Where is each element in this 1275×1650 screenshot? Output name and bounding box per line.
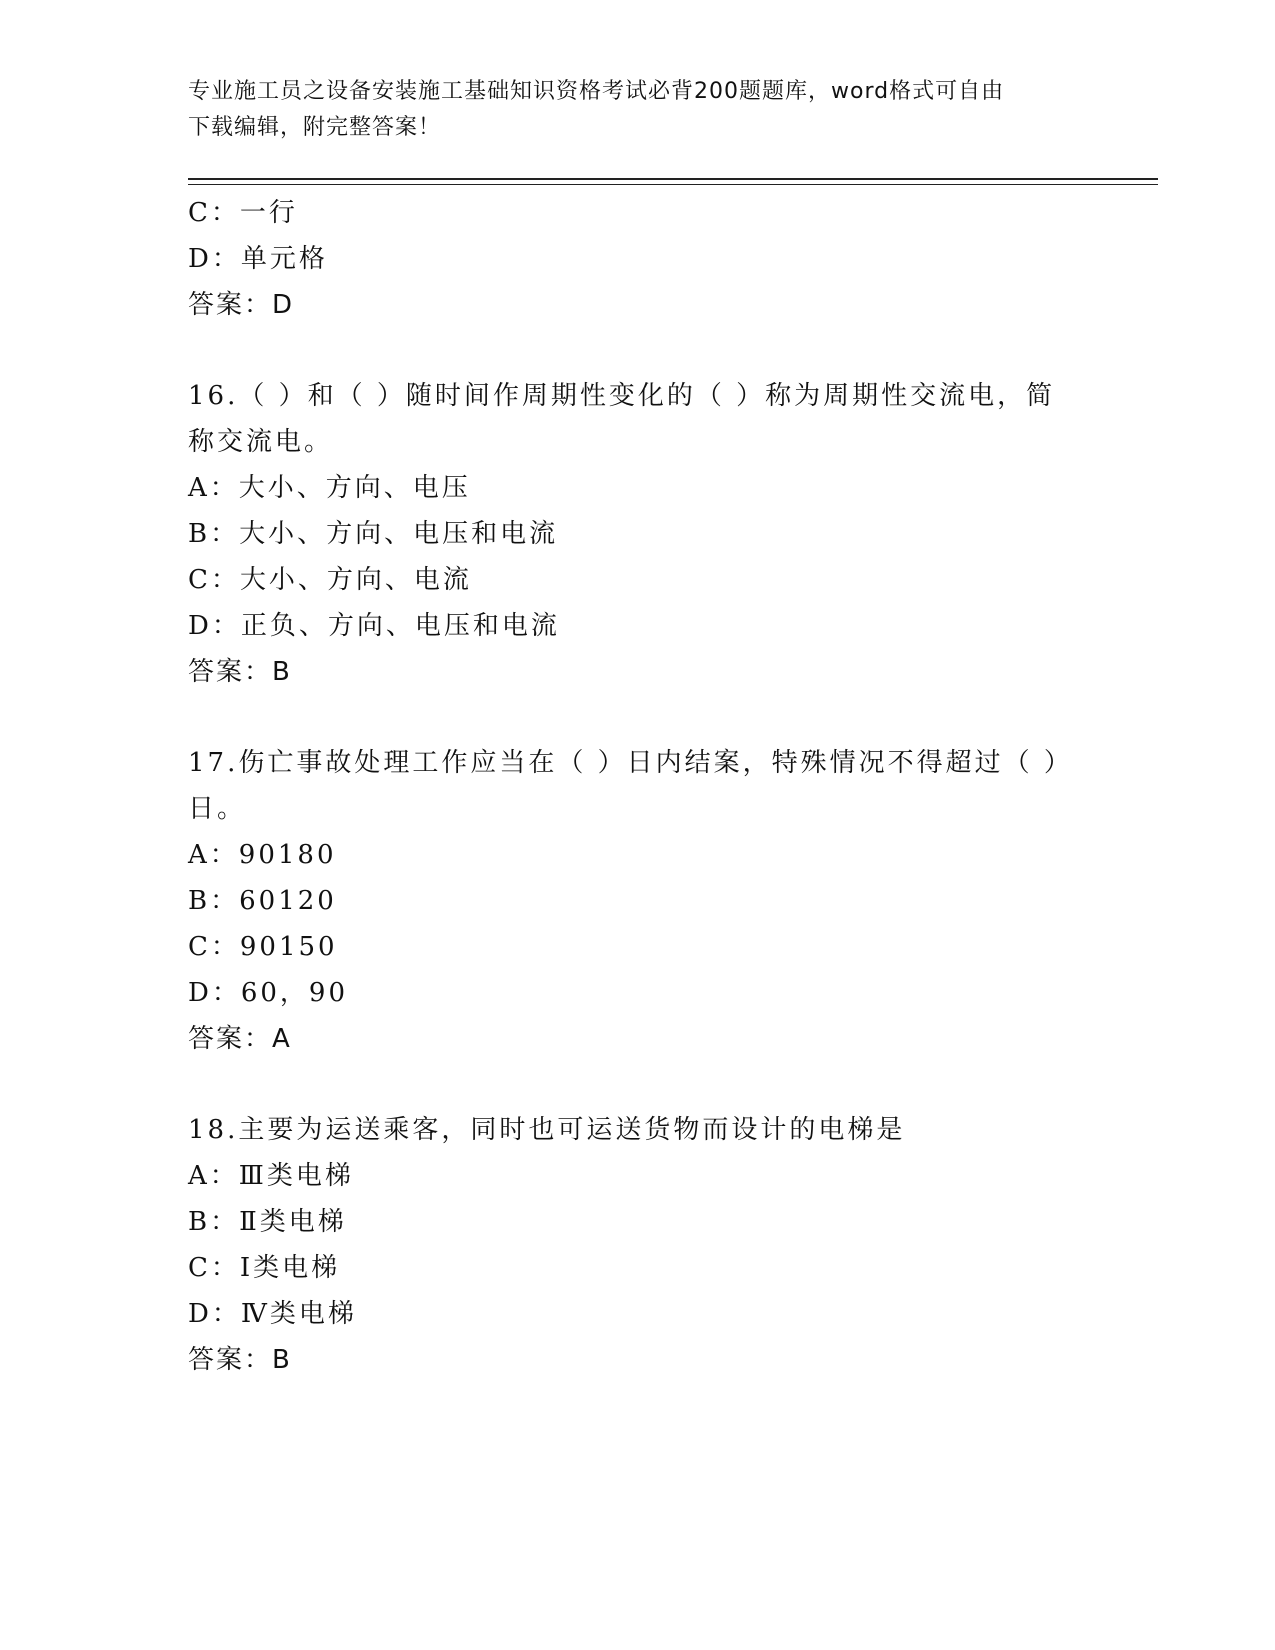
- header-title-line-1: 专业施工员之设备安装施工基础知识资格考试必背200题题库，word格式可自由: [188, 79, 1005, 104]
- option-d: D：单元格: [188, 244, 328, 274]
- spacer: [188, 328, 1068, 373]
- answer-label: 答案：A: [188, 1024, 292, 1054]
- option-a: A：大小、方向、电压: [188, 473, 471, 503]
- option-d: D：正负、方向、电压和电流: [188, 611, 560, 641]
- question-stem: 17.伤亡事故处理工作应当在（ ）日内结案，特殊情况不得超过（ ）: [188, 748, 1073, 778]
- spacer: [188, 1062, 1068, 1107]
- question-list: [188, 190, 1073, 1383]
- option-c: C：Ⅰ类电梯: [188, 1253, 341, 1283]
- option-b: B：Ⅱ类电梯: [188, 1207, 347, 1237]
- option-c: C：一行: [188, 198, 298, 228]
- header-divider-thick: [188, 178, 1158, 180]
- document-header: [188, 74, 1088, 146]
- question-17: [188, 740, 1073, 1062]
- answer-label: 答案：B: [188, 657, 292, 687]
- answer-label: 答案：D: [188, 290, 295, 320]
- option-c: C：90150: [188, 932, 338, 962]
- question-18: [188, 1107, 1068, 1383]
- option-b: B：大小、方向、电压和电流: [188, 519, 559, 549]
- option-d: D：60，90: [188, 978, 349, 1008]
- answer-label: 答案：B: [188, 1345, 292, 1375]
- option-d: D：Ⅳ类电梯: [188, 1299, 357, 1329]
- question-16: [188, 373, 1068, 695]
- prev-question-block: [188, 190, 1068, 328]
- question-stem-continued: 日。: [188, 794, 247, 824]
- option-a: A：Ⅲ类电梯: [188, 1161, 354, 1191]
- question-stem: 18.主要为运送乘客，同时也可运送货物而设计的电梯是: [188, 1115, 906, 1145]
- option-b: B：60120: [188, 886, 337, 916]
- option-a: A：90180: [188, 840, 337, 870]
- question-stem: 16.（ ）和（ ）随时间作周期性变化的（ ）称为周期性交流电，简: [188, 381, 1056, 411]
- question-stem-continued: 称交流电。: [188, 427, 334, 457]
- header-divider-thin: [188, 184, 1158, 185]
- spacer: [188, 695, 1068, 740]
- header-title-line-2: 下载编辑，附完整答案！: [188, 115, 442, 140]
- option-c: C：大小、方向、电流: [188, 565, 472, 595]
